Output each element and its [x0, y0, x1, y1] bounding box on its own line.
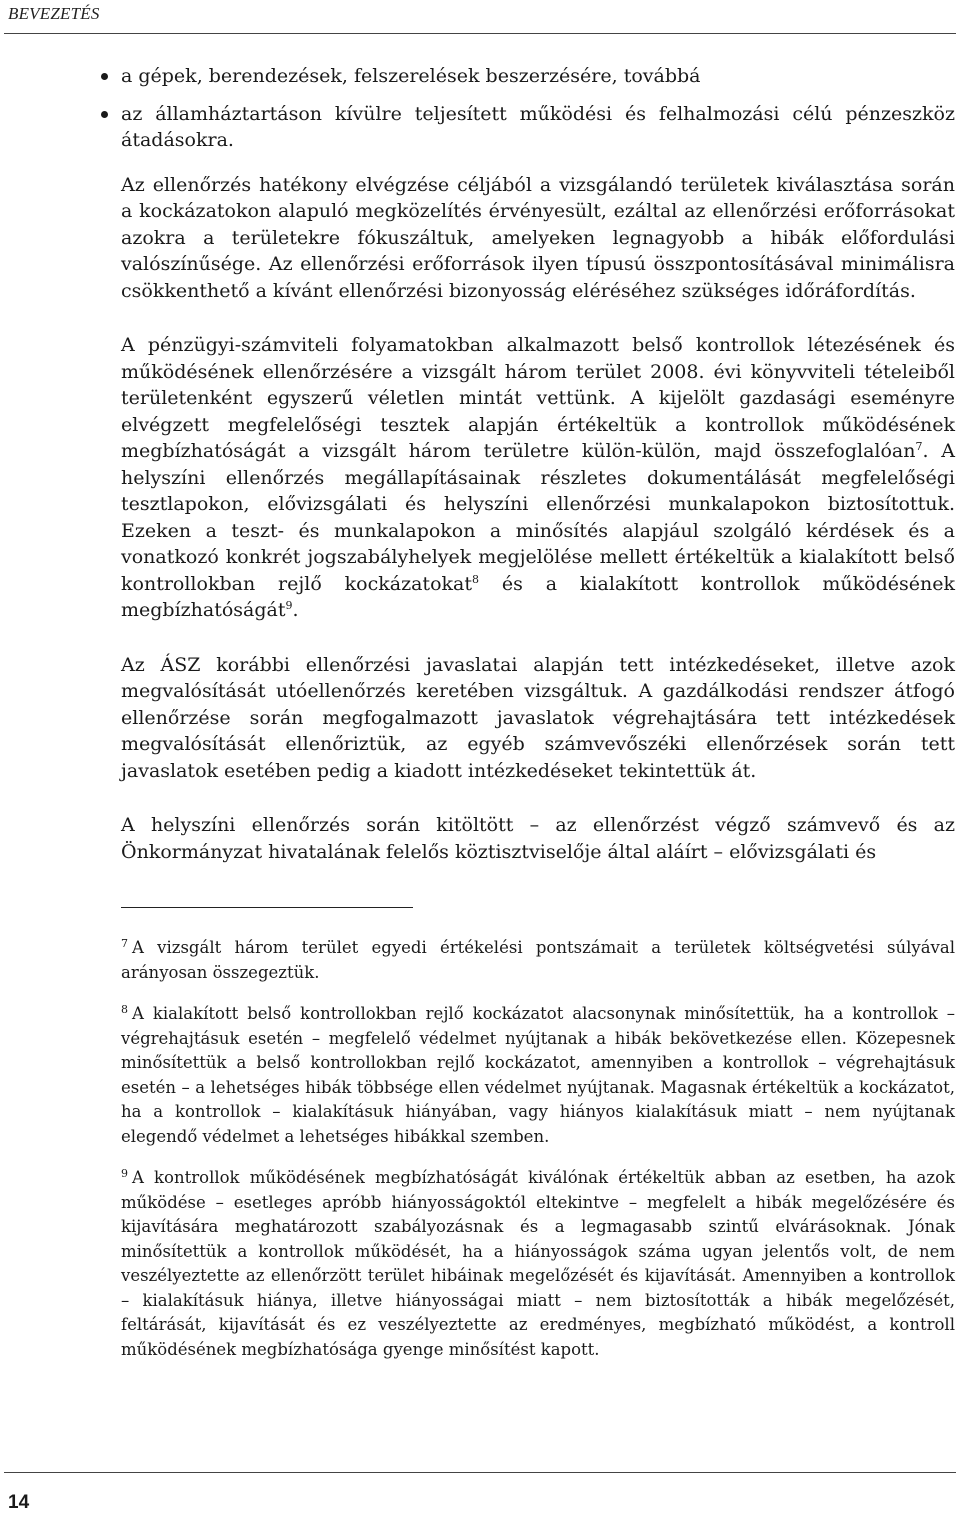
- paragraph-text: .: [292, 599, 299, 621]
- page-footer-rule: [4, 1472, 956, 1473]
- footnote-number: 8: [121, 1003, 128, 1016]
- footnote-text: A kialakított belső kontrollokban rejlő kockázatot alacsonynak minősítettük, ha a kontrollok – végrehajtásuk esetén – megfelelő védelmet nyújtanak a hibák bekövetkezése ellen. Közepesnek minősítettük a belső kontrollokban rejlő kockázatot, amennyiben a kontrollok – végrehajtásuk esetén – a lehetséges hibák többsége ellen védelmet nyújtanak. Magasnak értékeltük a kockázatot, ha a kontrollok – kialakításuk hiányában, vagy hiányos kialakításuk miatt – nem nyújtanak elegendő védelmet a lehetséges hibákkal szemben.: [121, 1004, 955, 1146]
- footnote-text: A vizsgált három terület egyedi értékelési pontszámait a területek költségvetési súlyával arányosan összegeztük.: [121, 938, 955, 982]
- paragraph-text: . A helyszíni ellenőrzés megállapításainak részletes dokumentálását megfelelőségi tesztlapokon, elővizsgálati és helyszíni ellenőrzési munkalapokon biztosítottuk. Ezeken a teszt- és munkalapokon a minősítés alapjául szolgáló kérdések és a vonatkozó konkrét jogszabályhelyek megjelölése mellett értékeltük a kialakított belső kontrollokban rejlő kockázatokat: [121, 440, 955, 595]
- bullet-list: [121, 63, 955, 154]
- footnote-text: A kontrollok működésének megbízhatóságát kiválónak értékeltük abban az esetben, ha azok működése – esetleges apróbb hiányosságoktól eltekintve – megfelelt a hibák megelőzésére és kijavítására meghatározott szabályozásnak és a legmagasabb szintű elvárásoknak. Jónak minősítettük a kontrollok működését, ha a hiányosságok száma ugyan jelentős volt, de nem veszélyeztette az ellenőrzött terület hibáinak megelőzését és kijavítását. Amennyiben a kontrollok – kialakításuk hiánya, illetve hiányosságai miatt – nem biztosították a hibák megelőzését, feltárását, kijavítását és ez veszélyeztette az eredményes, megbízható működést, a kontroll működésének megbízhatósága gyenge minősítést kapott.: [121, 1168, 955, 1359]
- page-content: [121, 63, 955, 1379]
- paragraph-internal-controls: [121, 332, 955, 624]
- footnote-separator: [121, 907, 413, 908]
- footnote-ref[interactable]: 8: [471, 572, 479, 586]
- page-header: [4, 0, 956, 34]
- paragraph-text: A pénzügyi-számviteli folyamatokban alkalmazott belső kontrollok létezésének és működésének ellenőrzésére a vizsgált három terület 2008. évi könyvviteli tételeiből területenként egyszerű véletlen mintát vettünk. A kijelölt gazdasági eseményre elvégzett megfelelőségi tesztek alapján értékeltük a kontrollok működésének megbízhatóságát a vizsgált három területre külön-külön, majd összefoglalóan: [121, 334, 955, 462]
- bullet-item: az államháztartáson kívülre teljesített működési és felhalmozási célú pénzeszköz átadásokra.: [121, 101, 955, 154]
- paragraph-onsite: A helyszíni ellenőrzés során kitöltött – az ellenőrzést végző számvevő és az Önkormányzat hivatalának felelős köztisztviselője által aláírt – elővizsgálati és: [121, 814, 955, 863]
- footnote-ref[interactable]: 7: [915, 440, 923, 453]
- footnote: [121, 936, 955, 985]
- footnote-ref[interactable]: 9: [285, 599, 293, 612]
- footnote: [121, 1166, 955, 1362]
- footnote-number: 9: [121, 1167, 128, 1180]
- bullet-item: a gépek, berendezések, felszerelések beszerzésére, továbbá: [121, 63, 955, 90]
- paragraph-risk-focus: Az ellenőrzés hatékony elvégzése céljából a vizsgálandó területek kiválasztása során a kockázatokon alapuló megközelítés érvényesült, ezáltal az ellenőrzési erőforrásokat azokra a területekre fókuszáltuk, amelyeken legnagyobb a hibák előfordulási valószínűsége. Az ellenőrzési erőforrások ilyen típusú összpontosításával minimálisra csökkenthető a kívánt ellenőrzési bizonyosság eléréséhez szükséges időráfordítás.: [121, 173, 955, 302]
- header-title: BEVEZETÉS: [8, 4, 100, 23]
- page-number: 14: [8, 1492, 30, 1513]
- paragraph-follow-up: Az ÁSZ korábbi ellenőrzési javaslatai alapján tett intézkedéseket, illetve azok megvalósítását utóellenőrzés keretében vizsgáltuk. A gazdálkodási rendszer átfogó ellenőrzése során megfogalmazott javaslatok végrehajtására tett intézkedések megvalósítását ellenőriztük, az egyéb számvevőszéki ellenőrzések során tett javaslatok esetében pedig a kiadott intézkedéseket tekintettük át.: [121, 653, 955, 782]
- footnote-number: 7: [121, 937, 128, 950]
- paragraph-text: és a kialakított kontrollok működésének megbízhatóságát: [121, 572, 955, 621]
- footnote: [121, 1002, 955, 1149]
